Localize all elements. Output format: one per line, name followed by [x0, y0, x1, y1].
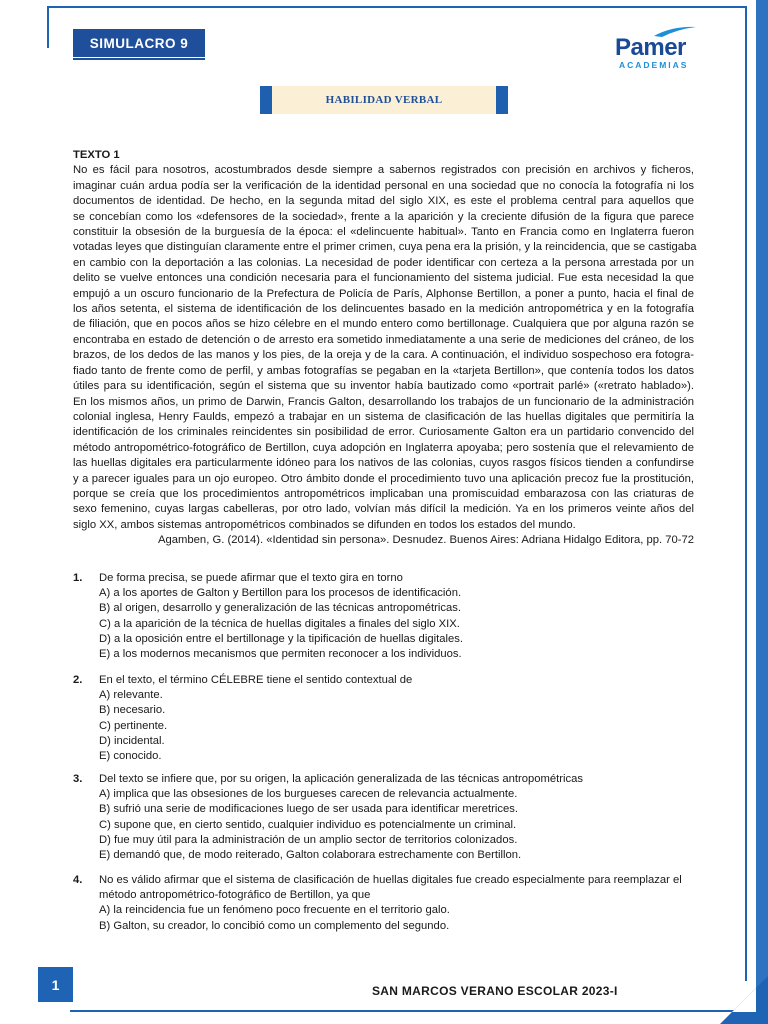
right-edge-strip: [756, 0, 768, 1024]
section-title: HABILIDAD VERBAL: [260, 86, 508, 114]
reading-passage: [73, 148, 697, 549]
passage-line: encontraba en estado de detención o de arresto era sometido inmediatamente a una serie de mediciones del cráneo, de los: [73, 333, 694, 346]
footer-title: SAN MARCOS VERANO ESCOLAR 2023-I: [372, 984, 618, 998]
answer-option[interactable]: B) necesario.: [99, 704, 166, 717]
answer-option[interactable]: D) incidental.: [99, 734, 165, 747]
passage-body: [73, 163, 697, 533]
logo-wordmark: Pamer: [615, 34, 686, 61]
answer-option[interactable]: E) a los modernos mecanismos que permiten reconocer a los individuos.: [99, 648, 462, 661]
answer-option[interactable]: A) implica que las obsesiones de los burgueses carecen de relevancia actualmente.: [99, 788, 518, 801]
answer-option[interactable]: D) a la oposición entre el bertillonage y la tipificación de huellas digitales.: [99, 632, 463, 645]
corner-triangle-inner: [732, 988, 756, 1012]
question-stem: En el texto, el término CÉLEBRE tiene el sentido contextual de: [99, 674, 413, 686]
passage-line: En los mismos años, un primo de Darwin, Francis Galton, desarrollando los trabajos de un funcionario de la administración: [73, 395, 694, 408]
answer-option[interactable]: A) la reincidencia fue un fenómeno poco frecuente en el territorio galo.: [99, 904, 450, 917]
question-1: [73, 571, 713, 662]
passage-line: delito se vuelve entonces una condición necesaria para el funcionamiento del sistema judicial. Fue esta necesidad la que: [73, 272, 694, 285]
passage-line: sexo femenino, cuyas largas cabelleras, por otro lado, volvían más difícil la medición. Ya en los primeros veinte años del: [73, 503, 694, 516]
text-heading: TEXTO 1: [73, 149, 120, 161]
passage-line: y a parecer iguales para un ojo europeo. Otro ámbito donde el procedimiento tuvo una aplicación precoz fue la prostitución,: [73, 472, 694, 485]
page-number: 1: [38, 967, 73, 1002]
page-frame-left: [47, 6, 49, 48]
page-frame-top: [47, 6, 747, 8]
passage-line: de filiación, que en pocos años se hizo célebre en el mundo entero como bertillonage. Cualquiera que por alguna razón se: [73, 318, 694, 331]
passage-line: brazos, de los dedos de las manos y los pies, de la oreja y de la cara. A continuación, el individuo sospechoso era fotogra-: [73, 349, 694, 362]
answer-option[interactable]: B) sufrió una serie de modificaciones luego de ser usada para identificar meretrices.: [99, 803, 518, 816]
passage-line: votadas leyes que distinguían claramente entre el primer crimen, cuya pena era la prisión, y la reincidencia, que se castigaba: [73, 241, 697, 254]
passage-line: identificación de los criminales reincidentes sin posibilidad de error. Curiosamente Galton era un partidario convencido del: [73, 426, 694, 439]
question-4: [73, 873, 713, 934]
logo-subtitle: ACADEMIAS: [619, 60, 689, 70]
passage-line: en cambio con la deportación a las colonias. La necesidad de poder identificar con certeza a la persona arrestada por un: [73, 256, 694, 269]
question-number: 3.: [73, 773, 83, 785]
question-3: [73, 772, 713, 863]
answer-option[interactable]: E) demandó que, de modo reiterado, Galton colaborara estrechamente con Bertillon.: [99, 849, 522, 862]
passage-line: se concebían como los «defensores de la sociedad», frente a la aparición y la creciente difusión de la figura que parece: [73, 210, 694, 223]
passage-line: porque se creía que los procedimientos antropométricos implicaban una promiscuidad embarazosa con las criaturas de: [73, 487, 694, 500]
passage-line: método antropométrico-fotográfico de Bertillon, cuya adopción en Inglaterra apoyaba; pero sostenía que el relevamiento de: [73, 441, 694, 454]
question-stem: No es válido afirmar que el sistema de clasificación de huellas digitales fue creado especialmente para reemplazar el: [99, 874, 682, 886]
passage-line: constituir la obsesión de la burguesía de la época: el «delincuente habitual». Tanto en Francia como en Inglaterra fueron: [73, 226, 694, 239]
passage-line: siglo XX, ambos sistemas antropométricos combinados se difunden en todos los estados del mundo.: [73, 518, 576, 531]
passage-line: los años setenta, el sistema de identificación de los delincuentes basado en la medición antropométrica y en la fotografía: [73, 303, 694, 316]
passage-line: fiado tanto de frente como de perfil, y ambas fotografías se pegaban en la «tarjeta Bertillon», que contenía todos los datos: [73, 364, 694, 377]
answer-option[interactable]: B) al origen, desarrollo y generalización de las técnicas antropométricas.: [99, 602, 462, 615]
passage-line: útiles para su identificación, según el sistema que su inventor había bautizado como «portrait parlé» («retrato hablado»).: [73, 380, 694, 393]
question-stem: método antropométrico-fotográfico de Bertillon, ya que: [99, 889, 371, 902]
answer-option[interactable]: B) Galton, su creador, lo concibió como un complemento del segundo.: [99, 919, 450, 932]
answer-option[interactable]: C) supone que, en cierto sentido, cualquier individuo es potencialmente un criminal.: [99, 818, 517, 831]
simulacro-badge: SIMULACRO 9: [73, 29, 205, 57]
answer-option[interactable]: C) a la aparición de la técnica de huellas digitales a finales del siglo XIX.: [99, 617, 460, 630]
answer-option[interactable]: E) conocido.: [99, 750, 162, 763]
question-stem: Del texto se infiere que, por su origen, la aplicación generalizada de las técnicas antropométricas: [99, 773, 584, 785]
question-number: 1.: [73, 572, 83, 584]
passage-line: imaginar cuán ardua podía ser la verificación de la identidad personal en una sociedad que no conocía la fotografía ni los: [73, 179, 694, 192]
answer-option[interactable]: C) pertinente.: [99, 719, 168, 732]
passage-line: las huellas digitales era particularmente idóneo para los nativos de las colonias, cuyos rasgos físicos tienden a confundirse: [73, 457, 694, 470]
answer-option[interactable]: A) a los aportes de Galton y Bertillon para los procesos de identificación.: [99, 587, 462, 600]
passage-line: documentos de identidad. De hecho, en la segunda mitad del siglo XIX, es este el problema central para aquellos que: [73, 195, 694, 208]
citation: Agamben, G. (2014). «Identidad sin persona». Desnudez. Buenos Aires: Adriana Hidalgo Editora, pp. 70-72: [158, 534, 694, 547]
page-frame-right: [745, 6, 747, 981]
answer-option[interactable]: D) fue muy útil para la administración de un amplio sector de territorios colonizados.: [99, 833, 518, 846]
question-number: 2.: [73, 674, 83, 686]
passage-line: colonial inglesa, Henry Faulds, empezó a trabajar en un sistema de clasificación de las huellas digitales que permitiría la: [73, 410, 694, 423]
passage-line: empujó a un oscuro funcionario de la Prefectura de Policía de París, Alphonse Bertillon, a poner a punto, hacia el final de: [73, 287, 694, 300]
passage-line: No es fácil para nosotros, acostumbrados desde siempre a sabernos registrados con precisión en archivos y ficheros,: [73, 164, 694, 177]
page-frame-bottom: [70, 1010, 747, 1012]
question-stem: De forma precisa, se puede afirmar que el texto gira en torno: [99, 572, 403, 584]
pamer-logo: [612, 24, 698, 68]
question-number: 4.: [73, 874, 83, 886]
answer-option[interactable]: A) relevante.: [99, 689, 163, 702]
question-2: [73, 673, 713, 764]
